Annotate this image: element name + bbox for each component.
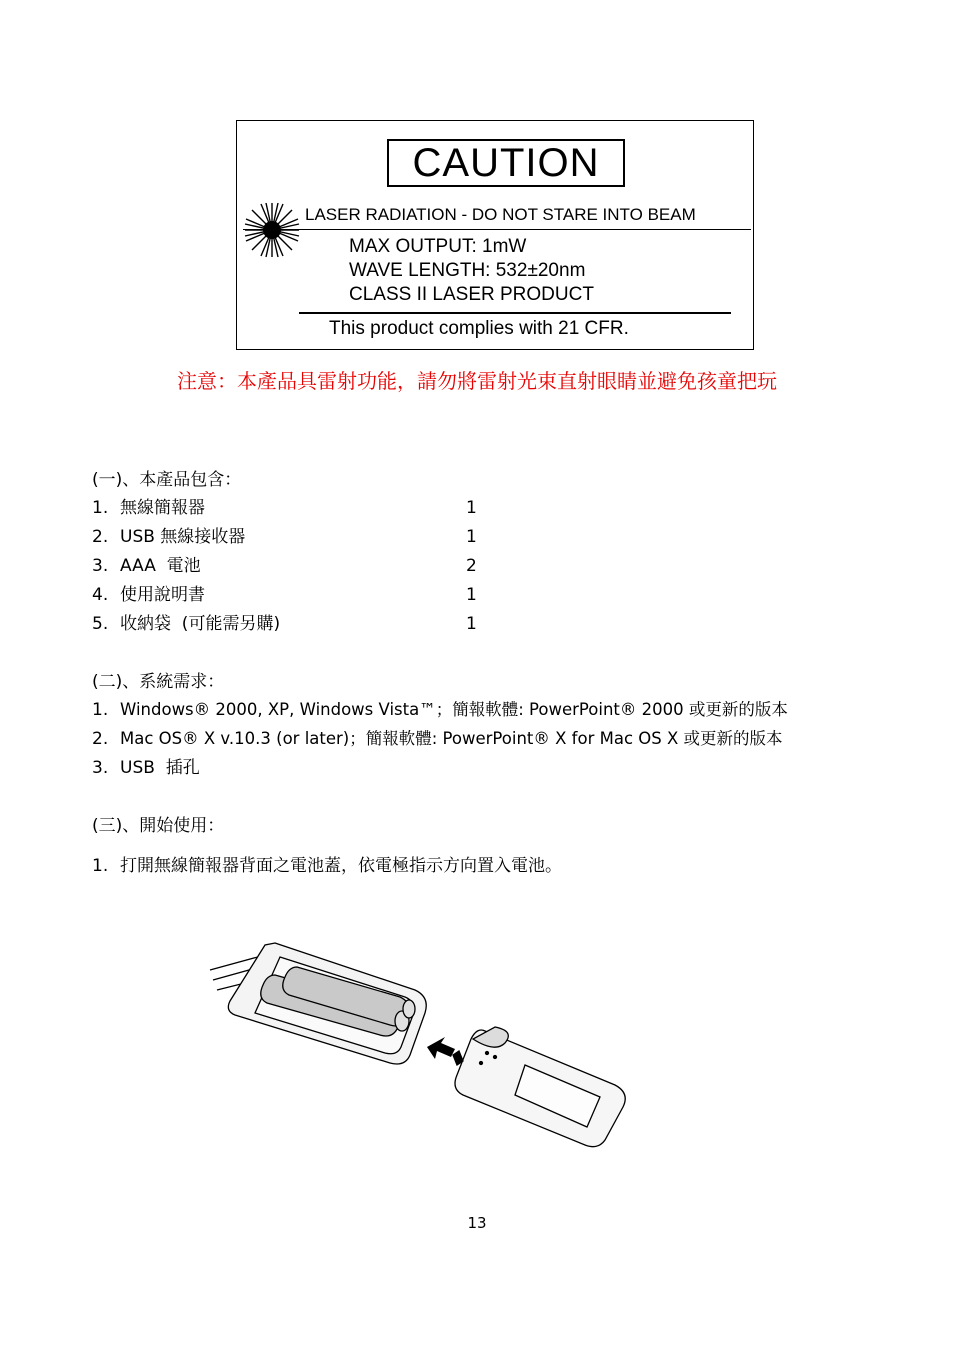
item-number: 1. (92, 700, 109, 720)
item-quantity: 2 (466, 556, 477, 576)
item-text: 無線簡報器 (120, 498, 205, 518)
item-number: 2. (92, 729, 109, 749)
battery-installation-illustration (205, 935, 635, 1150)
item-number: 3. (92, 556, 109, 576)
laser-starburst-icon (243, 201, 301, 259)
item-number: 1. (92, 498, 109, 518)
item-text: Mac OS® X v.10.3 (or later)；簡報軟體: PowerPoint® X for Mac OS X 或更新的版本 (120, 729, 783, 748)
item-number: 5. (92, 614, 109, 634)
caution-title: CAUTION (387, 139, 625, 187)
compliance-text: This product complies with 21 CFR. (329, 318, 629, 339)
laser-warning-notice: 注意：本產品具雷射功能，請勿將雷射光束直射眼睛並避免孩童把玩 (177, 369, 777, 393)
divider (299, 312, 731, 314)
max-output-text: MAX OUTPUT: 1mW (349, 236, 527, 257)
item-number: 3. (92, 758, 109, 778)
item-quantity: 1 (466, 585, 477, 605)
item-text: USB 插孔 (120, 758, 200, 778)
item-quantity: 1 (466, 498, 477, 518)
item-quantity: 1 (466, 614, 477, 634)
laser-warning-text: LASER RADIATION - DO NOT STARE INTO BEAM (305, 205, 696, 224)
item-number: 2. (92, 527, 109, 547)
caution-label (236, 120, 754, 350)
item-text: USB 無線接收器 (120, 527, 246, 547)
page-number: 13 (467, 1214, 487, 1232)
item-number: 4. (92, 585, 109, 605)
item-text: AAA 電池 (120, 556, 201, 576)
section-heading-contents: (一)、本產品包含： (92, 470, 242, 490)
wave-length-text: WAVE LENGTH: 532±20nm (349, 260, 586, 281)
item-quantity: 1 (466, 527, 477, 547)
item-text: 打開無線簡報器背面之電池蓋，依電極指示方向置入電池。 (120, 856, 562, 876)
section-heading-requirements: (二)、系統需求： (92, 672, 225, 692)
laser-class-text: CLASS II LASER PRODUCT (349, 284, 594, 305)
item-text: Windows® 2000, XP, Windows Vista™；簡報軟體: PowerPoint® 2000 或更新的版本 (120, 700, 788, 719)
section-heading-getting-started: (三)、開始使用： (92, 816, 225, 836)
item-text: 收納袋 (可能需另購) (120, 614, 281, 634)
divider (243, 229, 751, 230)
item-text: 使用說明書 (120, 585, 205, 605)
item-number: 1. (92, 856, 109, 876)
